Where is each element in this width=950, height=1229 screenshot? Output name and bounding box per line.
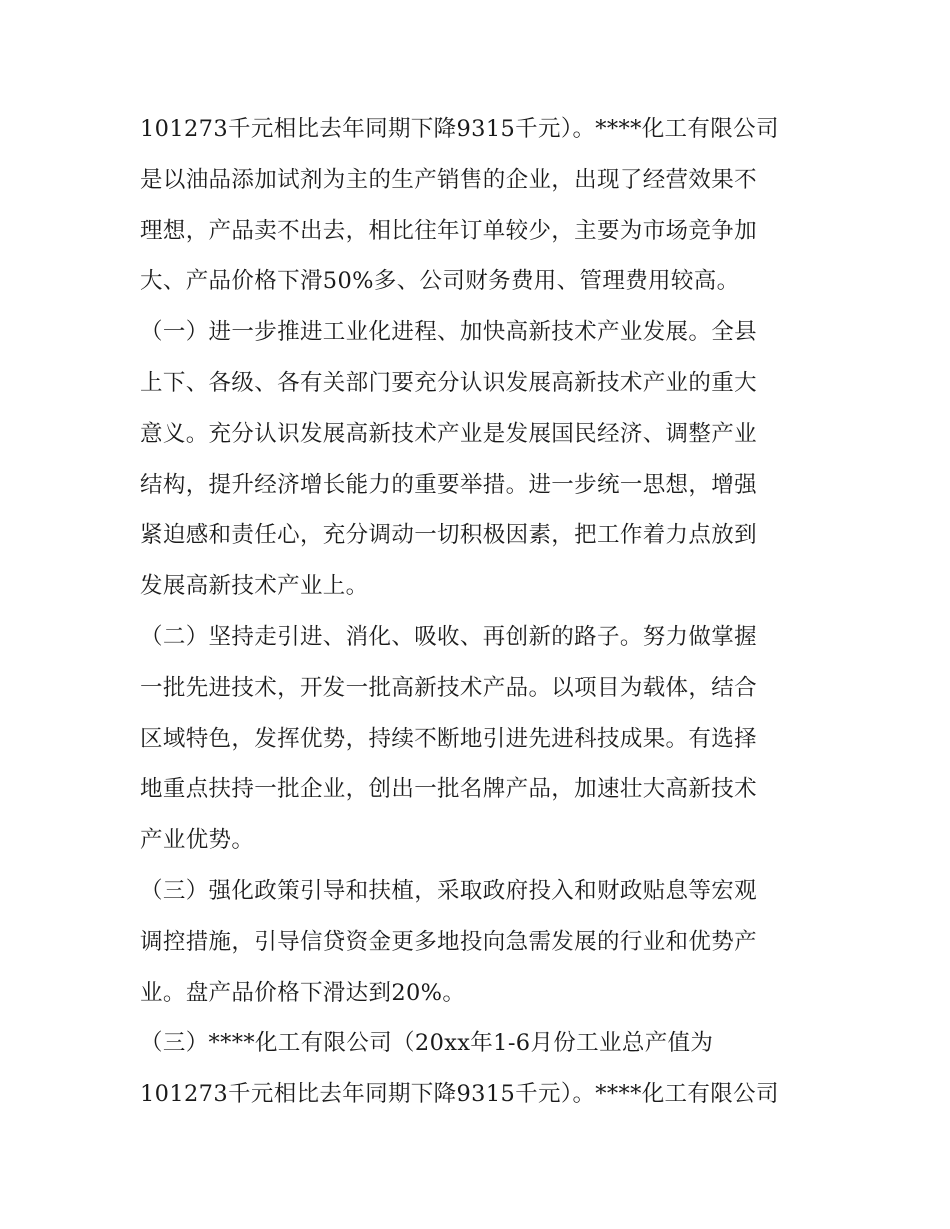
- text-line: （一）进一步推进工业化进程、加快高新技术产业发展。全县: [140, 319, 757, 346]
- text-line: 产业优势。: [140, 827, 255, 854]
- text-line: 是以油品添加试剂为主的生产销售的企业，出现了经营效果不: [140, 166, 757, 193]
- text-line: 101273千元相比去年同期下降9315千元）。****化工有限公司: [140, 116, 779, 142]
- document-body: [140, 104, 820, 1120]
- text-line: 一批先进技术，开发一批高新技术产品。以项目为载体，结合: [140, 674, 757, 701]
- paragraph-item-two: [140, 612, 820, 866]
- text-line: （二）坚持走引进、消化、吸收、再创新的路子。努力做掌握: [140, 623, 757, 650]
- text-line: 结构，提升经济增长能力的重要举措。进一步统一思想，增强: [140, 471, 757, 498]
- text-line: 意义。充分认识发展高新技术产业是发展国民经济、调整产业: [140, 420, 757, 447]
- text-line: 理想，产品卖不出去，相比往年订单较少，主要为市场竞争加: [140, 217, 757, 244]
- text-line: 上下、各级、各有关部门要充分认识发展高新技术产业的重大: [140, 369, 757, 396]
- paragraph-company-performance: [140, 104, 820, 307]
- text-line: 发展高新技术产业上。: [140, 573, 369, 600]
- text-line: 区域特色，发挥优势，持续不断地引进先进科技成果。有选择: [140, 725, 757, 752]
- text-line: 大、产品价格下滑50%多、公司财务费用、管理费用较高。: [140, 268, 740, 295]
- paragraph-item-one: [140, 307, 820, 612]
- paragraph-item-three-company: [140, 1018, 820, 1120]
- text-line: （三）****化工有限公司（20xx年1-6月份工业总产值为: [140, 1030, 714, 1057]
- text-line: 调控措施，引导信贷资金更多地投向急需发展的行业和优势产: [140, 928, 757, 955]
- text-line: 紧迫感和责任心，充分调动一切积极因素，把工作着力点放到: [140, 522, 757, 549]
- paragraph-item-three: [140, 866, 820, 1018]
- text-line: 业。盘产品价格下滑达到20%。: [140, 979, 466, 1006]
- text-line: 地重点扶持一批企业，创出一批名牌产品，加速壮大高新技术: [140, 776, 757, 803]
- text-line: 101273千元相比去年同期下降9315千元）。****化工有限公司: [140, 1081, 779, 1108]
- text-line: （三）强化政策引导和扶植，采取政府投入和财政贴息等宏观: [140, 877, 757, 904]
